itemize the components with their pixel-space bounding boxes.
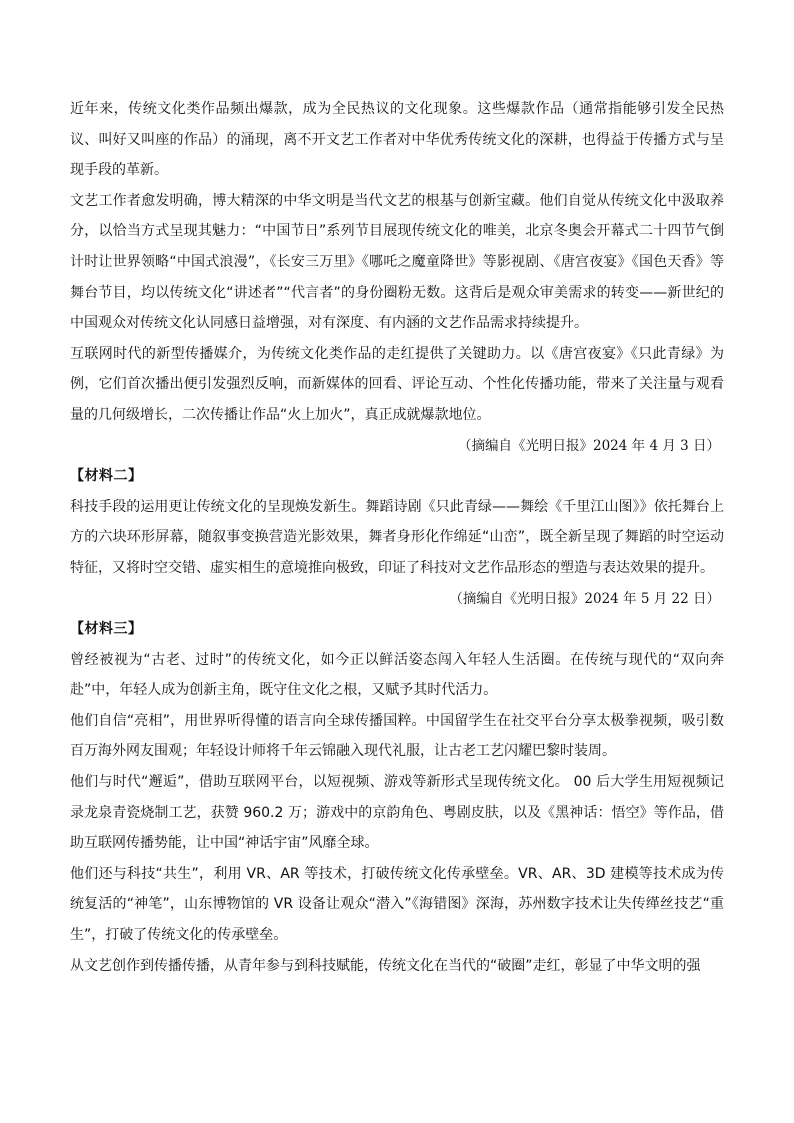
paragraph: 互联网时代的新型传播媒介，为传统文化类作品的走红提供了关键助力。以《唐宫夜宴》《只此青绿》为例，它们首次播出便引发强烈反响，而新媒体的回看、评论互动、个性化传播功能，带来了关注量与观看量的几何级增长，二次传播让作品“火上加火”，真正成就爆款地位。 [70, 345, 724, 423]
paragraph: 文艺工作者愈发明确，博大精深的中华文明是当代文艺的根基与创新宝藏。他们自觉从传统文化中汲取养分，以恰当方式呈现其魅力：“中国节日”系列节目展现传统文化的唯美，北京冬奥会开幕式二十四节气倒计时让世界领略“中国式浪漫”，《长安三万里》《哪吒之魔童降世》等影视剧、《唐宫夜宴》《国色天香》等舞台节目，均以传统文化“讲述者”“代言者”的身份圈粉无数。这背后是观众审美需求的转变——新世纪的中国观众对传统文化认同感日益增强，对有深度、有内涵的文艺作品需求持续提升。 [70, 192, 724, 332]
source-citation: （摘编自《光明日报》2024 年 4 月 3 日） [458, 437, 720, 454]
document-body [70, 94, 724, 981]
section-heading-material-3: 【材料三】 [70, 621, 143, 638]
paragraph: 曾经被视为“古老、过时”的传统文化，如今正以鲜活姿态闯入年轻人生活圈。在传统与现代的“双向奔赴”中，年轻人成为创新主角，既守住文化之根，又赋予其时代活力。 [70, 651, 724, 699]
paragraph: 他们还与科技“共生”，利用 VR、AR 等技术，打破传统文化传承壁垒。VR、AR、3D 建模等技术成为传统复活的“神笔”，山东博物馆的 VR 设备让观众“潜入”《海错图》深海，苏州数字技术让失传缂丝技艺“重生”，打破了传统文化的传承壁垒。 [70, 865, 724, 944]
paragraph: 从文艺创作到传播传播，从青年参与到科技赋能，传统文化在当代的“破圈”走红，彰显了中华文明的强 [70, 957, 701, 974]
paragraph: 他们与时代“邂逅”，借助互联网平台，以短视频、游戏等新形式呈现传统文化。 00 后大学生用短视频记录龙泉青瓷烧制工艺，获赞 960.2 万；游戏中的京韵角色、粤剧皮肤，以及《黑神话：悟空》等作品，借助互联网传播势能，让中国“神话宇宙”风靡全球。 [70, 774, 724, 852]
paragraph: 他们自信“亮相”，用世界听得懂的语言向全球传播国粹。中国留学生在社交平台分享太极拳视频，吸引数百万海外网友围观；年轻设计师将千年云锦融入现代礼服，让古老工艺闪耀巴黎时装周。 [70, 712, 724, 760]
source-citation: （摘编自《光明日报》2024 年 5 月 22 日） [449, 590, 720, 607]
paragraph: 科技手段的运用更让传统文化的呈现焕发新生。舞蹈诗剧《只此青绿——舞绘《千里江山图》》依托舞台上方的六块环形屏幕，随叙事变换营造光影效果，舞者身形化作绵延“山峦”，既全新呈现了舞蹈的时空运动特征，又将时空交错、虚实相生的意境推向极致，印证了科技对文艺作品形态的塑造与表达效果的提升。 [70, 498, 724, 576]
paragraph: 近年来，传统文化类作品频出爆款，成为全民热议的文化现象。这些爆款作品（通常指能够引发全民热议、叫好又叫座的作品）的涌现，离不开文艺工作者对中华优秀传统文化的深耕，也得益于传播方式与呈现手段的革新。 [70, 101, 724, 179]
section-heading-material-2: 【材料二】 [70, 468, 143, 485]
